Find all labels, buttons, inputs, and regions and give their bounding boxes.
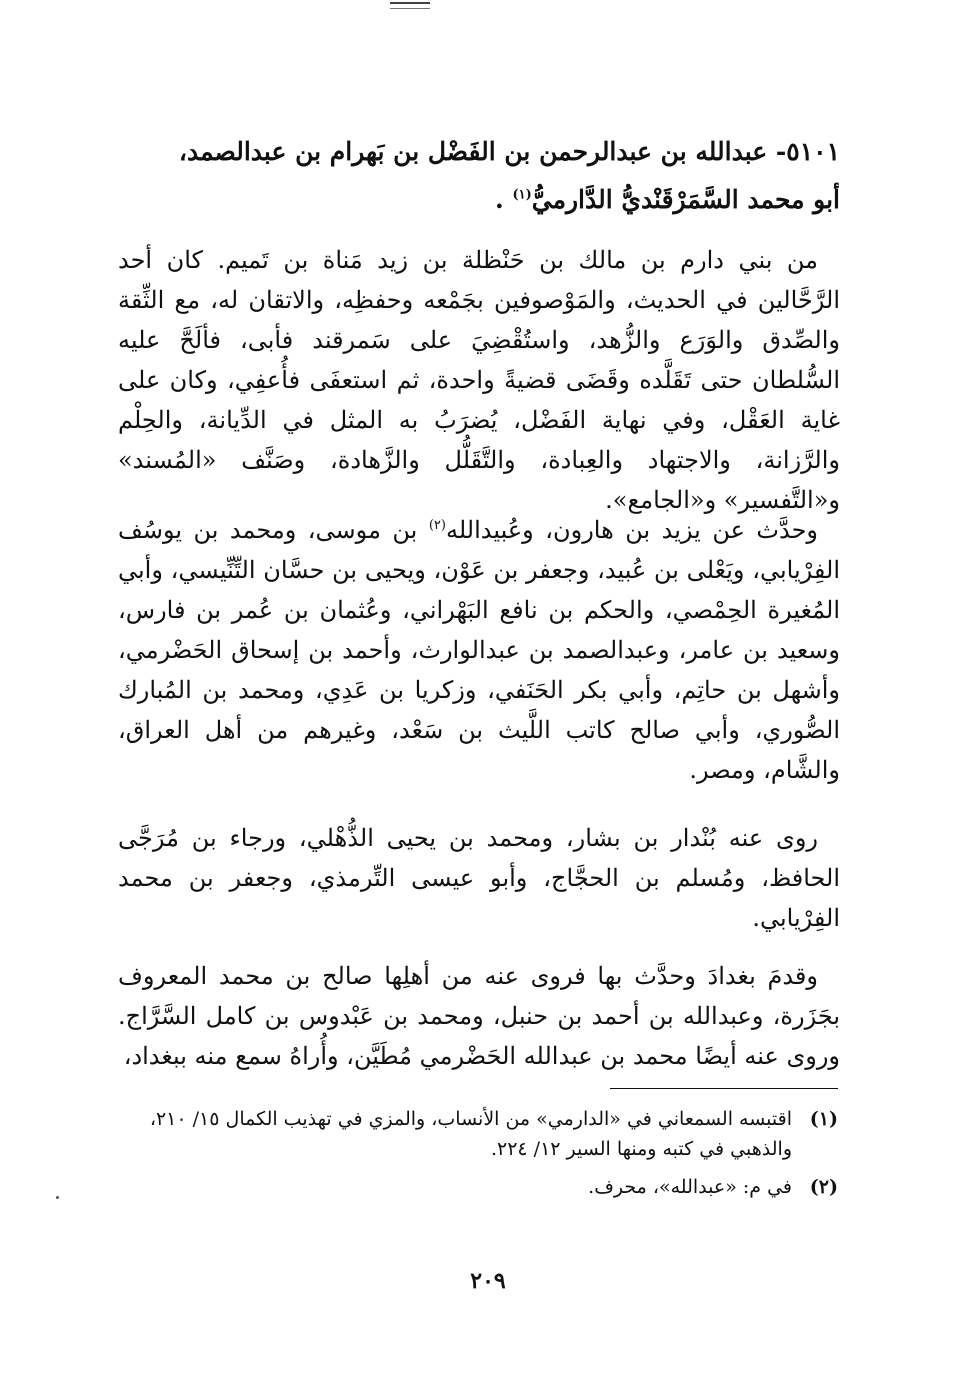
heading-line-2-text: أبو محمد السَّمَرْقَنْديُّ الدَّارميُّ [531, 185, 840, 214]
footnote-2-text: في م: «عبدالله»، محرف. [588, 1176, 792, 1198]
paragraph-baghdad [118, 956, 840, 1076]
paragraph-4-text: وقدمَ بغدادَ وحدَّث بها فروى عنه من أهلِها صالح بن محمد المعروف بجَزَرة، وعبدالله بن أحمد بن حنبل، ومحمد بن عَبْدوس بن كامل السَّرَّاج. وروى عنه أيضًا محمد بن عبدالله الحَضْرمي مُطَيَّن، وأُراهُ سمع منه ببغداد، [118, 962, 840, 1070]
entry-heading [118, 128, 840, 224]
footnote-2-number: (٢) [809, 1176, 838, 1198]
footnote-1-number: (١) [809, 1108, 838, 1130]
paragraph-teachers [118, 510, 840, 790]
paragraph-lineage [118, 240, 840, 520]
footnote-ref-2: (٢) [428, 518, 446, 533]
paragraph-2-start: وحدَّث عن يزيد بن هارون، وعُبيدالله [445, 516, 818, 544]
footnote-1 [130, 1104, 838, 1164]
paragraph-3-text: روى عنه بُنْدار بن بشار، ومحمد بن يحيى الذُّهْلي، ورجاء بن مُرَجَّى الحافظ، ومُسلم بن الحجَّاج، وأبو عيسى التِّرمذي، وجعفر بن محمد الفِرْيابي. [118, 824, 840, 932]
footnote-ref-1: (١) [512, 187, 532, 203]
paragraph-2-rest: بن موسى، ومحمد بن يوسُف الفِرْيابي، ويَعْلى بن عُبيد، وجعفر بن عَوْن، ويحيى بن حسَّان التِّنِّيسي، وأبي المُغيرة الحِمْصي، والحكم بن نافع البَهْراني، وعُثمان بن عُمر بن فارس، وسعيد بن عامر، وعبدالصمد بن عبدالوارث، وأحمد بن إسحاق الحَضْرمي، وأشهل بن حاتِم، وأبي بكر الحَنَفي، وزكريا بن عَدِي، ومحمد بن المُبارك الصُّوري، وأبي صالح كاتب اللَّيث بن سَعْد، وغيرهم من أهل العراق، والشَّام، ومصر. [118, 516, 841, 784]
footnote-1-text: اقتبسه السمعاني في «الدارمي» من الأنساب، والمزي في تهذيب الكمال ١٥/ ٢١٠، والذهبي في كتبه ومنها السير ١٢/ ٢٢٤. [149, 1108, 792, 1160]
footnote-2 [130, 1172, 838, 1202]
paragraph-1-text: من بني دارم بن مالك بن حَنْظلة بن زيد مَناة بن تَميم. كان أحد الرَّحَّالين في الحديث، والمَوْصوفين بجَمْعه وحفظِه، والاتقان له، مع الثِّقة والصِّدق والوَرَع والزُّهد، واستُقْضِيَ على سَمرقند فأبى، فألَحَّ عليه السُّلطان حتى تَقَلَّده وقَضَى قضيةً واحدة، ثم استعفَى فأُعفِي، وكان على غاية العَقْل، وفي نهاية الفَضْل، يُضرَبُ به المثل في الدِّيانة، والحِلْم والرَّزانة، والاجتهاد والعِبادة، والتَّقَلُّل والزَّهادة، وصَنَّف «المُسند» و«التَّفسير» و«الجامع». [118, 246, 841, 514]
footnote-separator [610, 1088, 838, 1089]
scan-speck [56, 1196, 59, 1199]
heading-line-2-end: . [495, 185, 513, 214]
heading-line-1: ٥١٠١- عبدالله بن عبدالرحمن بن الفَضْل بن بَهرام بن عبدالصمد، [178, 137, 840, 166]
paragraph-students [118, 818, 840, 938]
page-number: ٢٠٩ [470, 1268, 506, 1294]
top-edge-mark [390, 2, 430, 4]
heading-line-2 [118, 176, 840, 224]
footnotes [130, 1104, 838, 1210]
paragraph-2-text [118, 510, 840, 790]
